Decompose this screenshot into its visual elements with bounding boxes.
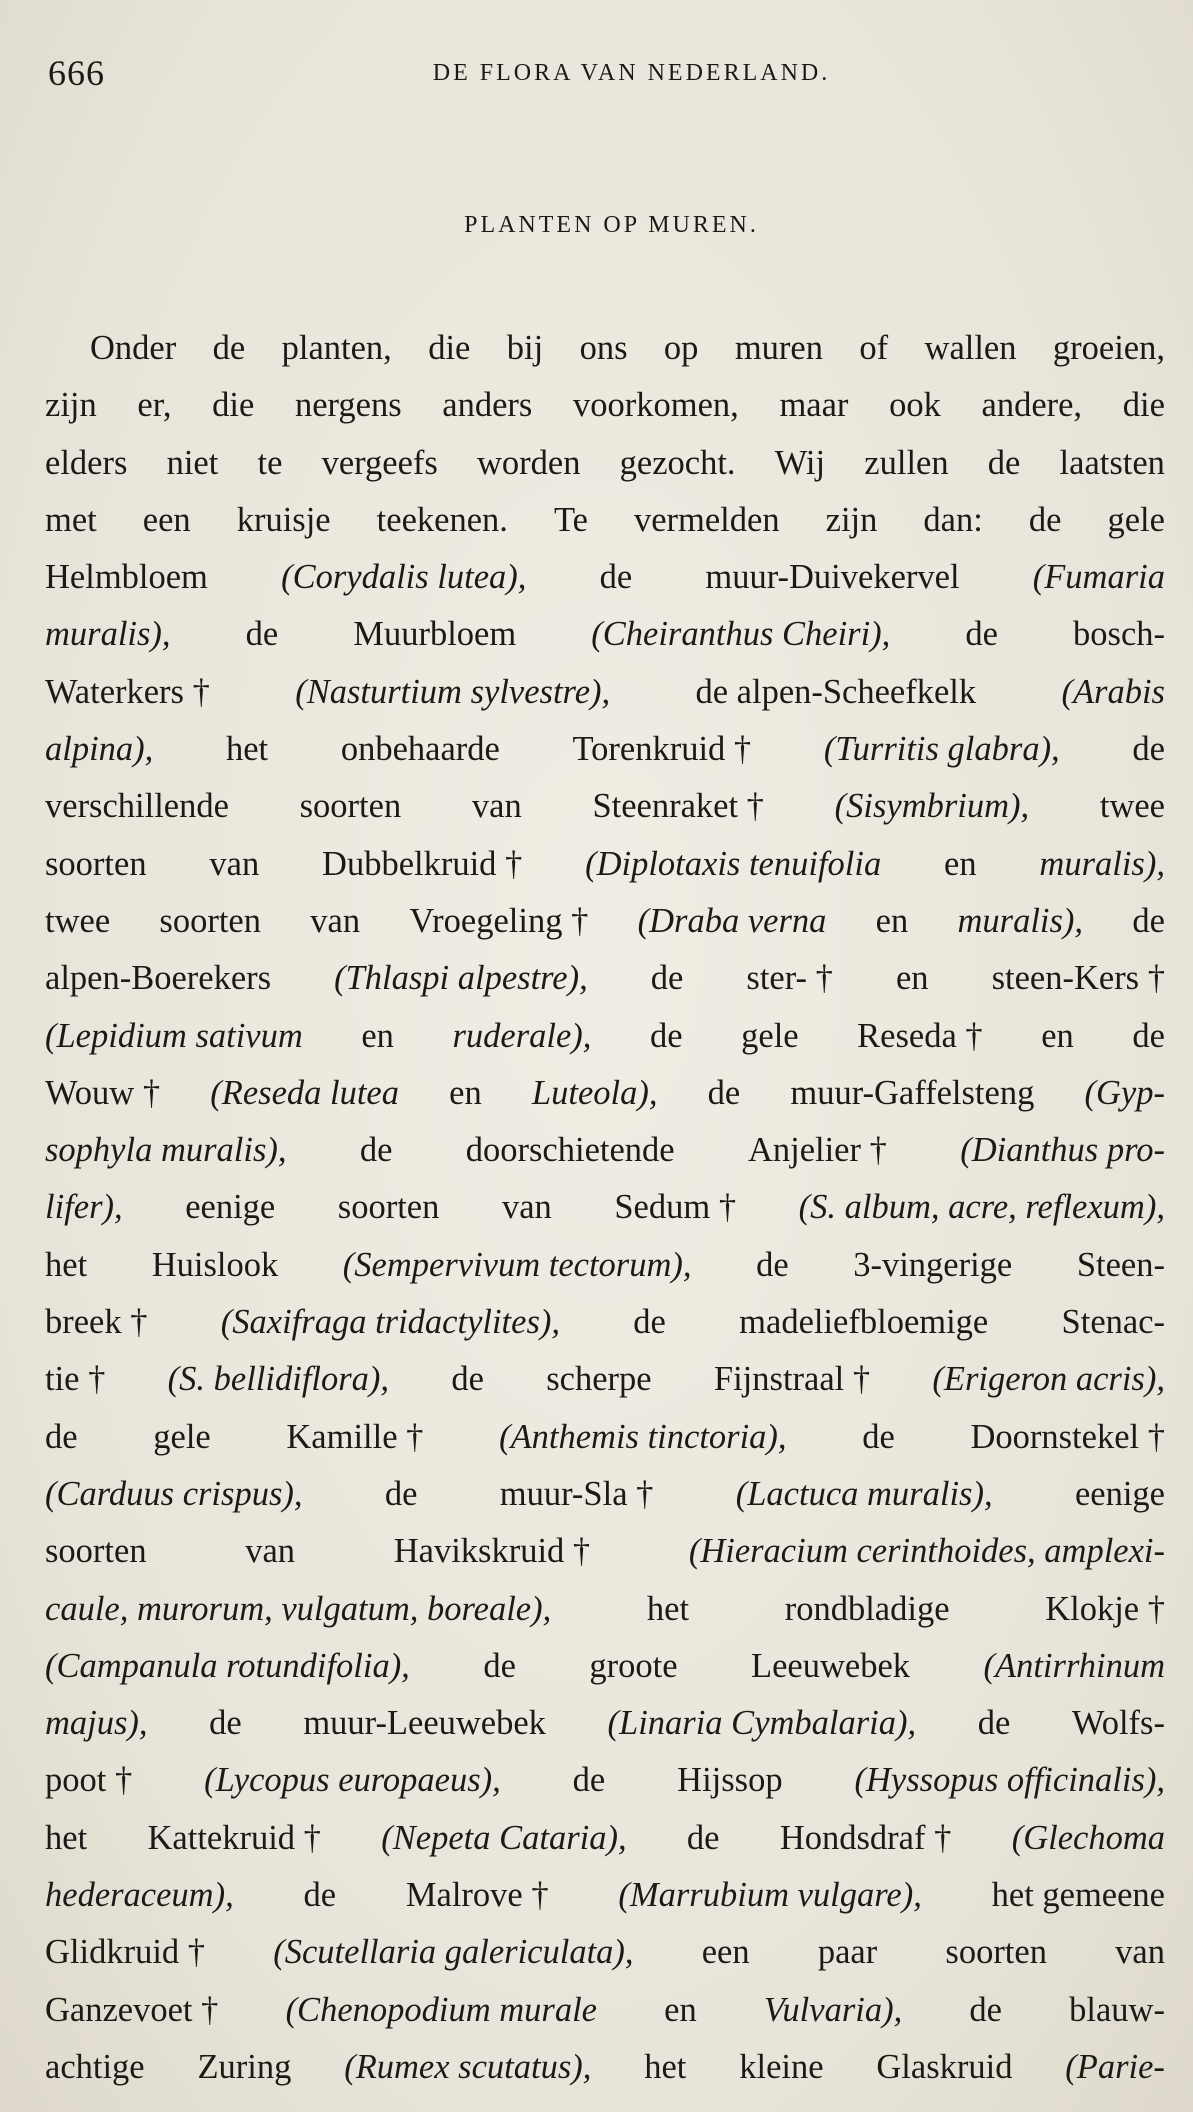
word-text: het [644,2047,687,2086]
word-text: ons [579,329,628,367]
latin-name-text: (S. bellidiflora), [167,1360,390,1399]
word-text: van [1115,1933,1165,1972]
word-text: van [245,1532,296,1571]
word-text: laatsten [1059,443,1165,482]
word-text: de [245,615,279,654]
text-line [45,2039,1165,2096]
word-text: twee [45,901,111,940]
latin-name-text: (S. album, acre, reflexum), [798,1188,1165,1227]
word-text: de [1132,901,1165,940]
word-text: de [384,1474,418,1513]
word-text: Glidkruid † [45,1933,206,1972]
latin-name-text: (Lycopus europaeus), [204,1761,501,1800]
word-text: soorten [299,787,402,826]
word-text: gezocht. [619,443,736,482]
latin-name-text: (Cheiranthus Cheiri), [591,615,891,654]
text-line [45,1810,1165,1867]
word-text: elders [45,443,128,482]
word-text: anders [442,386,533,425]
word-text: alpen-Boerekers [45,959,272,998]
word-text: eenige [185,1188,276,1227]
word-text: soorten [45,844,147,883]
latin-name-text: (Corydalis lutea), [281,558,527,597]
word-text: scherpe [546,1360,652,1399]
word-text: blauw- [1069,1990,1165,2029]
latin-name-text: (Gyp- [1084,1073,1165,1112]
word-text: en [361,1016,394,1055]
text-line [45,1752,1165,1809]
word-text: het [225,730,269,769]
word-text: achtige [45,2047,145,2086]
word-text: kleine [739,2047,824,2086]
word-text: nergens [294,386,402,425]
word-text: de [650,959,684,998]
text-line [45,1982,1165,2039]
word-text: de [862,1417,895,1456]
latin-name-text: (Chenopodium murale [285,1990,597,2029]
word-text: de [1132,1016,1165,1055]
page-number: 666 [48,53,105,93]
text-line [45,950,1165,1007]
word-text: die [428,329,471,367]
latin-name-text: (Diplotaxis tenuifolia [585,844,882,883]
word-text: verschillende [45,787,229,826]
latin-name-text: sophyla muralis), [45,1131,287,1170]
word-text: soorten [337,1188,440,1227]
word-text: die [1122,386,1165,425]
latin-name-text: alpina), [45,730,154,769]
word-text: Malrove † [405,1876,549,1915]
latin-name-text: (Parie- [1065,2047,1165,2086]
word-text: er, [137,386,172,425]
word-text: Waterkers † [45,672,210,711]
text-line [45,893,1165,950]
text-line [45,1065,1165,1122]
word-text: steen-Kers † [991,959,1165,998]
text-line [45,664,1165,721]
word-text: Leeuwebek [751,1646,911,1685]
word-text: eenige [1074,1474,1165,1513]
text-line [45,1638,1165,1695]
word-text: Steen- [1076,1245,1165,1284]
text-line [45,1695,1165,1752]
word-text: van [209,844,260,883]
word-text: het [646,1589,690,1628]
word-text: Torenkruid † [572,730,752,769]
word-text: teekenen. [376,500,508,539]
word-text: en [1041,1016,1074,1055]
word-text: doorschietende [465,1131,675,1170]
latin-name-text: lifer), [45,1188,123,1227]
word-text: ook [889,386,941,425]
word-text: Hondsdraf † [779,1818,952,1857]
text-line [45,1179,1165,1236]
word-text: soorten [45,1532,147,1571]
text-line [45,1122,1165,1179]
word-text: de [649,1016,683,1055]
word-text: de [45,1417,78,1456]
word-text: van [310,901,361,940]
running-title: DE FLORA VAN NEDERLAND. [432,60,831,86]
word-text: Huislook [151,1245,279,1284]
text-line [45,320,1165,377]
text-line [45,1924,1165,1981]
word-text: planten, [281,329,392,367]
word-text: Dubbelkruid † [322,844,523,883]
word-text: voorkomen, [573,386,739,425]
latin-name-text: (Thlaspi alpestre), [334,959,588,998]
word-text: muur-Duivekervel [705,558,960,597]
word-text: vermelden [633,500,780,539]
word-text: gele [741,1016,799,1055]
word-text: het gemeene [991,1876,1165,1915]
word-text: Steenraket † [592,787,764,826]
latin-name-text: (Reseda lutea [210,1073,399,1112]
text-line [45,1409,1165,1466]
word-text: de [209,1704,242,1743]
latin-name-text: Vulvaria), [763,1990,903,2029]
word-text: Wij [774,443,826,482]
latin-name-text: (Sisymbrium), [834,787,1030,826]
word-text: die [212,386,255,425]
latin-name-text: (Hieracium cerinthoides, amplexi- [688,1532,1165,1571]
word-text: gele [1107,500,1165,539]
word-text: Hijssop [677,1761,783,1800]
latin-name-text: Luteola), [531,1073,658,1112]
word-text: Stenac- [1061,1303,1165,1342]
word-text: de [572,1761,606,1800]
text-line [45,1466,1165,1523]
latin-name-text: hederaceum), [45,1876,234,1915]
latin-name-text: (Glechoma [1011,1818,1165,1857]
word-text: muur-Gaffelsteng [790,1073,1035,1112]
body-paragraph [45,320,1165,2096]
latin-name-text: (Scutellaria galericulata), [273,1933,634,1972]
word-text: het [45,1245,88,1284]
latin-name-text: (Fumaria [1032,558,1165,597]
word-text: andere, [981,386,1083,425]
latin-name-text: (Anthemis tinctoria), [499,1417,787,1456]
word-text: Muurbloem [353,615,517,654]
word-text: de [707,1073,741,1112]
text-line [45,377,1165,434]
word-text: 3-vingerige [853,1245,1013,1284]
word-text: zullen [864,443,949,482]
latin-name-text: caule, murorum, vulgatum, boreale), [45,1589,552,1628]
latin-name-text: muralis), [1039,844,1165,883]
word-text: maar [779,386,849,425]
latin-name-text: (Erigeron acris), [932,1360,1165,1399]
word-text: groeien, [1052,329,1165,367]
word-text: zijn [825,500,878,539]
word-text: kruisje [236,500,331,539]
word-text: van [471,787,522,826]
latin-name-text: (Carduus crispus), [45,1474,303,1513]
word-text: muur-Leeuwebek [303,1704,546,1743]
latin-name-text: (Antirrhinum [983,1646,1165,1685]
latin-name-text: muralis), [957,901,1084,940]
word-text: Glaskruid [876,2047,1013,2086]
word-text: het [45,1818,88,1857]
word-text: of [859,329,889,367]
word-text: de [303,1876,337,1915]
word-text: ster- † [746,959,833,998]
word-text: en [944,844,977,883]
word-text: madeliefbloemige [739,1303,989,1342]
word-text: onbehaarde [340,730,500,769]
text-line [45,1008,1165,1065]
word-text: de [633,1303,666,1342]
latin-name-text: (Lepidium sativum [45,1016,303,1055]
word-text: de [599,558,633,597]
word-text: niet [166,443,219,482]
word-text: Onder [90,329,177,367]
word-text: de [987,443,1021,482]
word-text: een [701,1933,750,1972]
latin-name-text: (Marrubium vulgare), [618,1876,922,1915]
latin-name-text: majus), [45,1704,148,1743]
word-text: muur-Sla † [499,1474,654,1513]
word-text: de [965,615,998,654]
latin-name-text: (Nasturtium sylvestre), [295,672,611,711]
word-text: gele [153,1417,211,1456]
text-line [45,1294,1165,1351]
word-text: paar [817,1933,878,1972]
word-text: en [895,959,929,998]
latin-name-text: (Lactuca muralis), [735,1474,993,1513]
word-text: vergeefs [321,443,438,482]
word-text: de [686,1818,720,1857]
word-text: poot † [45,1761,133,1800]
word-text: de alpen-Scheefkelk [695,672,977,711]
text-line [45,836,1165,893]
word-text: bij [506,329,544,367]
word-text: van [501,1188,552,1227]
text-line [45,492,1165,549]
word-text: de [977,1704,1011,1743]
word-text: soorten [945,1933,1047,1972]
word-text: Wouw † [45,1073,161,1112]
word-text: en [449,1073,482,1112]
word-text: tie † [45,1360,106,1399]
word-text: rondbladige [784,1589,950,1628]
word-text: met [45,500,97,539]
word-text: breek † [45,1303,148,1342]
word-text: de [1132,730,1165,769]
text-line [45,435,1165,492]
word-text: Sedum † [614,1188,737,1227]
latin-name-text: (Rumex scutatus), [344,2047,592,2086]
word-text: Klokje † [1045,1589,1165,1628]
word-text: Zuring [197,2047,292,2086]
text-line [45,721,1165,778]
word-text: groote [589,1646,678,1685]
word-text: Wolfs- [1071,1704,1165,1743]
latin-name-text: (Draba verna [637,901,827,940]
text-line [45,1581,1165,1638]
latin-name-text: (Sempervivum tectorum), [342,1245,692,1284]
word-text: de [212,329,246,367]
word-text: Doornstekel † [970,1417,1165,1456]
latin-name-text: (Linaria Cymbalaria), [607,1704,917,1743]
word-text: op [663,329,699,367]
word-text: wallen [924,329,1017,367]
word-text: dan: [923,500,983,539]
word-text: worden [477,443,581,482]
text-line [45,606,1165,663]
latin-name-text: muralis), [45,615,171,654]
word-text: de [969,1990,1002,2029]
latin-name-text: (Turritis glabra), [823,730,1060,769]
word-text: zijn [45,386,97,425]
text-line [45,1351,1165,1408]
word-text: de [451,1360,484,1399]
word-text: de [756,1245,789,1284]
word-text: soorten [159,901,261,940]
text-line [45,1867,1165,1924]
text-line [45,778,1165,835]
latin-name-text: (Saxifraga tridactylites), [220,1303,560,1342]
word-text: Havikskruid † [393,1532,591,1571]
latin-name-text: (Dianthus pro- [960,1131,1165,1170]
text-line [45,1523,1165,1580]
latin-name-text: (Campanula rotundifolia), [45,1646,410,1685]
section-title: PLANTEN OP MUREN. [464,212,759,238]
word-text: Fijnstraal † [713,1360,871,1399]
latin-name-text: ruderale), [452,1016,592,1055]
word-text: Kattekruid † [147,1818,321,1857]
latin-name-text: (Hyssopus officinalis), [854,1761,1165,1800]
word-text: twee [1099,787,1165,826]
word-text: en [875,901,909,940]
word-text: de [359,1131,393,1170]
text-line [45,1237,1165,1294]
word-text: Kamille † [286,1417,424,1456]
word-text: te [257,443,283,482]
word-text: Ganzevoet † [45,1990,219,2029]
word-text: Vroegeling † [409,901,589,940]
word-text: Anjelier † [747,1131,887,1170]
word-text: de [1028,500,1062,539]
word-text: een [142,500,191,539]
word-text: bosch- [1073,615,1165,654]
word-text: muren [734,329,823,367]
word-text: Te [553,500,588,539]
word-text: de [483,1646,516,1685]
word-text: Helmbloem [45,558,208,597]
text-line [45,549,1165,606]
word-text: Reseda † [857,1016,983,1055]
word-text: en [664,1990,697,2029]
latin-name-text: (Arabis [1061,672,1165,711]
latin-name-text: (Nepeta Cataria), [381,1818,627,1857]
